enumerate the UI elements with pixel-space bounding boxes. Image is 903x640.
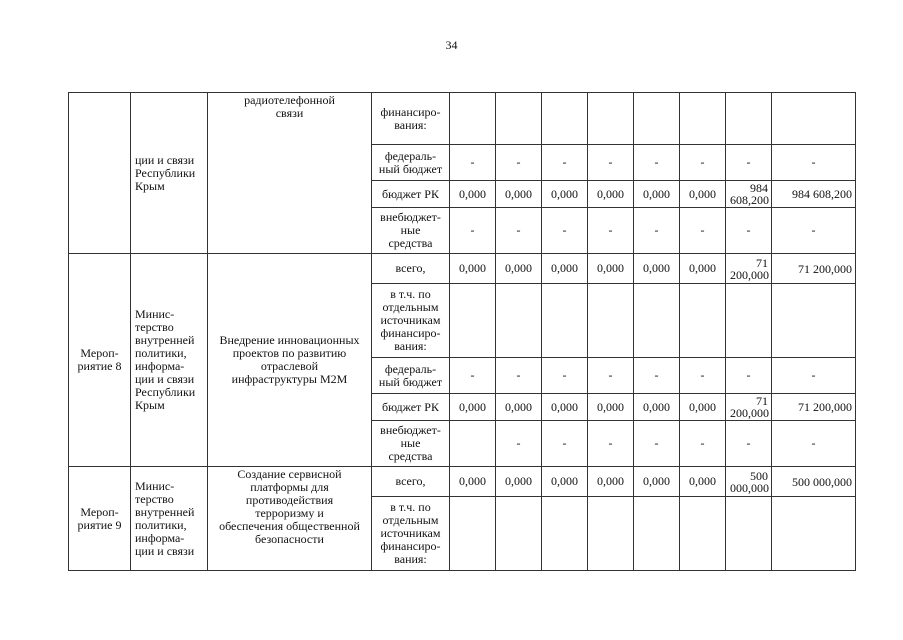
value-cell: - [542,421,588,467]
budget-table-body [69,93,856,571]
cell-line: риятие 8 [77,359,122,373]
cell-line: терство [135,491,174,506]
value-cell [450,497,496,571]
value-cell [542,93,588,145]
cell-line: информа- [135,530,185,545]
value-cell: 0,000 [496,394,542,421]
value-cell [680,93,726,145]
value-cell: - [772,358,856,394]
table-row [69,467,856,497]
funding-source-cell [372,497,450,571]
cell-line: Республики [135,385,196,399]
value-cell: - [542,358,588,394]
value-cell [726,284,772,358]
value-cell: - [680,145,726,181]
value-cell [542,497,588,571]
value-cell [496,284,542,358]
cell-line: внебюджет- [380,423,441,437]
value-cell [542,284,588,358]
cell-line: финансиро- [380,104,441,119]
value-cell: - [496,145,542,181]
measure-code-cell [69,93,131,254]
value-cell: - [772,421,856,467]
cell-line: Минис- [135,307,175,321]
value-cell: - [772,208,856,254]
cell-line: внутренней [135,504,195,519]
value-cell: 0,000 [634,394,680,421]
value-cell: 984 608,200 [772,181,856,208]
funding-source-cell [372,284,450,358]
value-cell: 0,000 [680,254,726,284]
cell-line: обеспечения общественной [219,519,360,533]
cell-line: средства [388,236,433,250]
cell-line: вания: [394,339,427,353]
funding-source-cell [372,421,450,467]
value-cell: 0,000 [450,394,496,421]
cell-line: средства [388,449,433,463]
value-cell [634,284,680,358]
value-cell: - [588,421,634,467]
funding-source-cell [372,208,450,254]
value-cell: - [496,358,542,394]
project-name-cell [208,93,372,254]
value-cell: - [450,145,496,181]
cell-line: отдельным [382,300,439,314]
funding-source-cell [372,145,450,181]
funding-source-cell [372,254,450,284]
value-cell: - [726,208,772,254]
cell-line: Мероп- [80,346,119,360]
value-cell: - [680,421,726,467]
value-cell: - [634,358,680,394]
cell-line: в т.ч. по [390,500,431,514]
value-cell [588,284,634,358]
value-cell [680,497,726,571]
cell-line: бюджет РК [382,399,439,414]
value-cell [726,497,772,571]
value-cell: - [726,145,772,181]
cell-line: платформы для [250,480,329,494]
cell-line: риятие 9 [77,517,122,532]
cell-line: терство [135,320,174,334]
value-cell: 0,000 [542,394,588,421]
cell-line: политики, [135,346,187,360]
cell-line: Мероп- [80,504,119,519]
cell-line: федераль- [384,148,437,163]
cell-line: ный бюджет [378,161,443,176]
table-row [69,93,856,145]
value-cell: 500 000,000 [726,467,772,497]
page-number: 34 [445,38,458,52]
value-cell: 0,000 [680,467,726,497]
cell-line: ции и связи [135,152,195,167]
cell-line: ные [400,436,421,450]
funding-source-cell [372,467,450,497]
cell-line: финансиро- [380,326,441,340]
value-cell: 0,000 [496,181,542,208]
cell-line: безопасности [255,532,324,546]
value-cell [588,497,634,571]
value-cell [634,93,680,145]
cell-line: Внедрение инновационных [219,333,360,347]
value-cell [726,93,772,145]
budget-table [68,92,856,571]
value-cell [680,284,726,358]
value-cell: - [680,208,726,254]
cell-line: Создание сервисной [237,467,342,481]
value-cell: - [634,145,680,181]
cell-line: информа- [135,359,185,373]
cell-line: ный бюджет [378,374,443,389]
cell-line: бюджет РК [382,186,439,201]
executor-cell [131,254,208,467]
value-cell: 0,000 [450,181,496,208]
value-cell: - [772,145,856,181]
cell-line: Крым [135,178,165,193]
funding-source-cell [372,358,450,394]
value-cell: - [542,208,588,254]
cell-line: в т.ч. по [390,287,431,301]
cell-line: отдельным [382,513,439,527]
value-cell: 0,000 [496,254,542,284]
value-cell: 0,000 [634,181,680,208]
value-cell: - [588,145,634,181]
cell-line: финансиро- [380,539,441,553]
cell-line: всего, [395,474,426,488]
cell-line: политики, [135,517,187,532]
value-cell: 71 200,000 [772,254,856,284]
cell-line: ции и связи [135,372,195,386]
value-cell: 0,000 [680,181,726,208]
value-cell: - [680,358,726,394]
cell-line: вания: [394,117,427,132]
value-cell: 0,000 [450,254,496,284]
cell-line: Минис- [135,478,175,493]
value-cell: - [634,208,680,254]
cell-line: Крым [135,398,165,412]
value-cell: - [588,208,634,254]
value-cell: - [588,358,634,394]
cell-line: ции и связи [135,543,195,558]
value-cell: 0,000 [542,181,588,208]
value-cell: 0,000 [450,467,496,497]
cell-line: вания: [394,552,427,566]
value-cell: 0,000 [542,254,588,284]
value-cell: 71 200,000 [726,394,772,421]
value-cell: 0,000 [634,254,680,284]
value-cell [772,93,856,145]
value-cell: 0,000 [542,467,588,497]
value-cell: - [726,421,772,467]
value-cell [450,284,496,358]
executor-cell [131,467,208,571]
cell-line: проектов по развитию [232,346,347,360]
value-cell [450,421,496,467]
value-cell [634,497,680,571]
value-cell: - [450,208,496,254]
measure-code-cell [69,254,131,467]
funding-source-cell [372,93,450,145]
cell-line: инфраструктуры M2M [231,372,348,386]
value-cell [496,497,542,571]
cell-line: связи [275,106,304,120]
table-row [69,254,856,284]
cell-line: радиотелефонной [244,93,335,107]
value-cell [772,284,856,358]
value-cell: 984 608,200 [726,181,772,208]
cell-line: противодействия [245,493,334,507]
project-name-cell [208,254,372,467]
value-cell [772,497,856,571]
value-cell: - [726,358,772,394]
value-cell [450,93,496,145]
measure-code-cell [69,467,131,571]
value-cell: - [450,358,496,394]
value-cell: - [542,145,588,181]
value-cell: 0,000 [588,181,634,208]
funding-source-cell [372,181,450,208]
value-cell: 0,000 [588,467,634,497]
value-cell [496,93,542,145]
value-cell: - [634,421,680,467]
cell-line: терроризму и [255,506,324,520]
cell-line: ные [400,223,421,237]
cell-line: Республики [135,165,196,180]
cell-line: внутренней [135,333,195,347]
cell-line: всего, [395,261,426,275]
value-cell: 71 200,000 [726,254,772,284]
cell-line: источникам [380,313,441,327]
cell-line: федераль- [384,361,437,376]
value-cell: 0,000 [634,467,680,497]
value-cell: - [496,208,542,254]
value-cell: 0,000 [588,394,634,421]
cell-line: отраслевой [260,359,319,373]
value-cell: 0,000 [496,467,542,497]
value-cell: 71 200,000 [772,394,856,421]
cell-line: внебюджет- [380,210,441,224]
value-cell: 0,000 [680,394,726,421]
value-cell: - [496,421,542,467]
value-cell: 0,000 [588,254,634,284]
funding-source-cell [372,394,450,421]
value-cell: 500 000,000 [772,467,856,497]
cell-line: источникам [380,526,441,540]
project-name-cell [208,467,372,571]
executor-cell [131,93,208,254]
value-cell [588,93,634,145]
